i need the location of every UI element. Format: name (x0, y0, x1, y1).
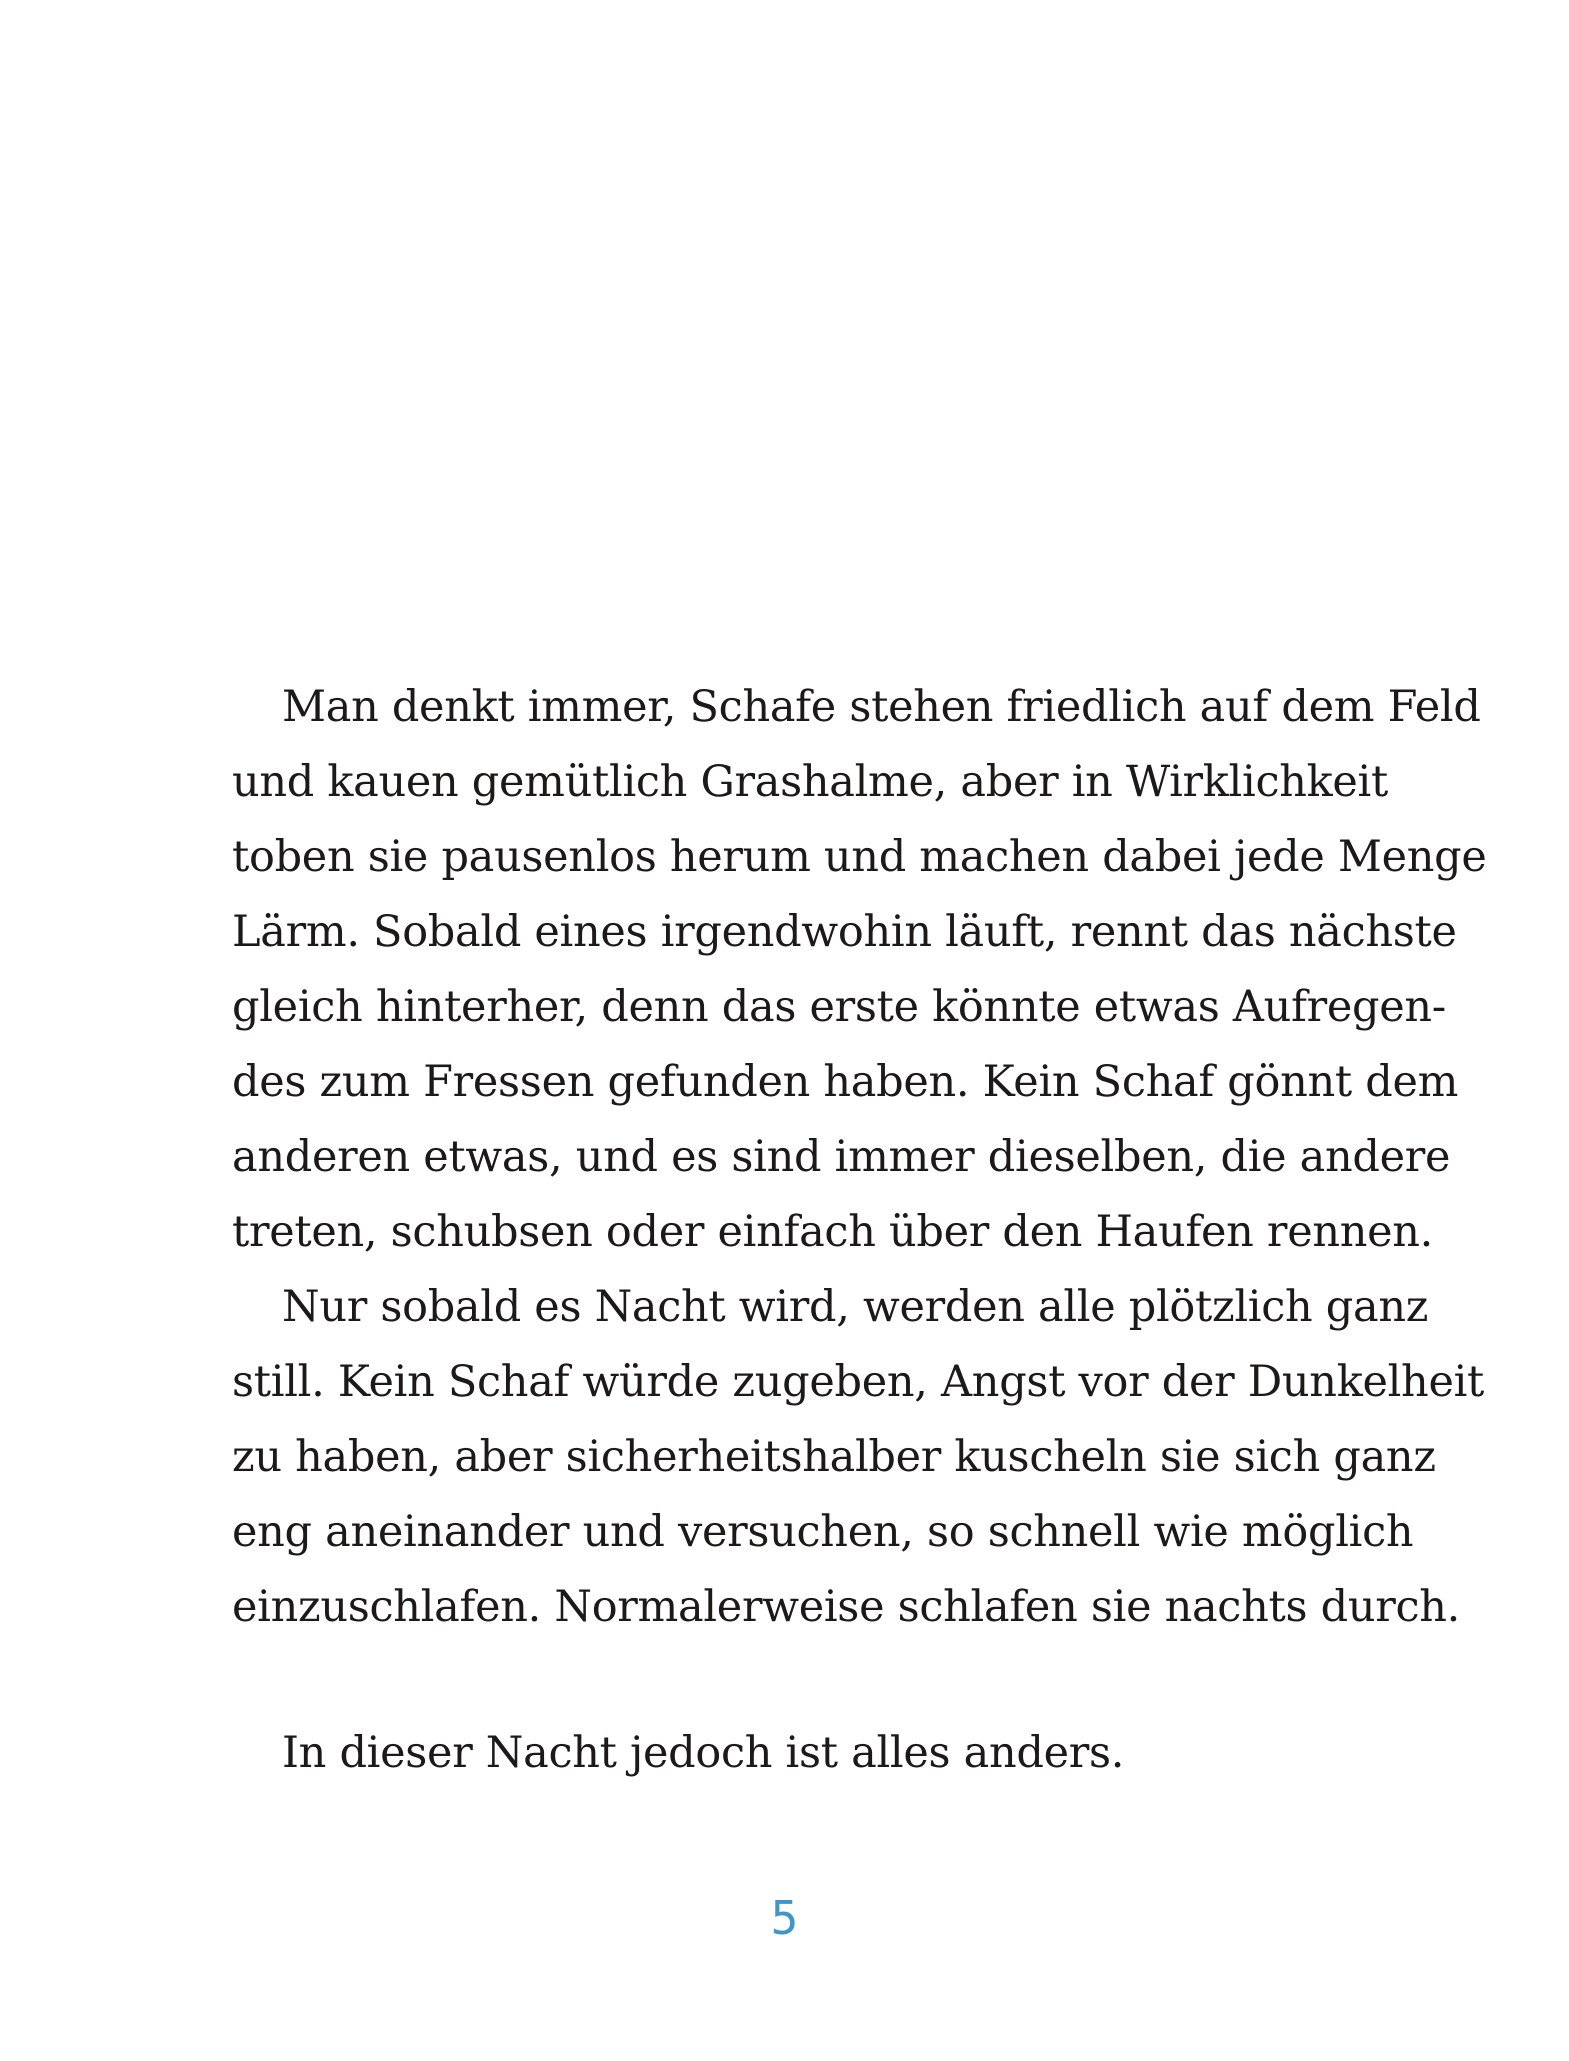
text-line: toben sie pausenlos herum und machen dabei jede Menge (232, 832, 1487, 882)
paragraph-2 (232, 1270, 1485, 1645)
text-line: des zum Fressen gefunden haben. Kein Schaf gönnt dem (232, 1057, 1459, 1107)
text-line: und kauen gemütlich Grashalme, aber in Wirklichkeit (232, 757, 1388, 807)
paragraph-gap (232, 1645, 1342, 1716)
paragraph-3 (232, 1716, 1342, 1791)
body-text (232, 670, 1487, 1791)
text-line: In dieser Nacht jedoch ist alles anders. (282, 1728, 1125, 1778)
text-line: Nur sobald es Nacht wird, werden alle plötzlich ganz (282, 1282, 1429, 1332)
text-line: still. Kein Schaf würde zugeben, Angst vor der Dunkelheit (232, 1357, 1485, 1407)
text-line: anderen etwas, und es sind immer dieselben, die andere (232, 1132, 1451, 1182)
text-line: treten, schubsen oder einfach über den Haufen rennen. (232, 1207, 1434, 1257)
text-line: zu haben, aber sicherheitshalber kuscheln sie sich ganz (232, 1432, 1436, 1482)
text-line: einzuschlafen. Normalerweise schlafen sie nachts durch. (232, 1582, 1461, 1632)
paragraph-1 (232, 670, 1487, 1270)
page-number: 5 (770, 1891, 799, 1945)
text-line: Man denkt immer, Schafe stehen friedlich auf dem Feld (282, 682, 1481, 732)
text-line: gleich hinterher, denn das erste könnte etwas Aufregen- (232, 982, 1447, 1032)
text-line: eng aneinander und versuchen, so schnell wie möglich (232, 1507, 1414, 1557)
text-line: Lärm. Sobald eines irgendwohin läuft, rennt das nächste (232, 907, 1457, 957)
